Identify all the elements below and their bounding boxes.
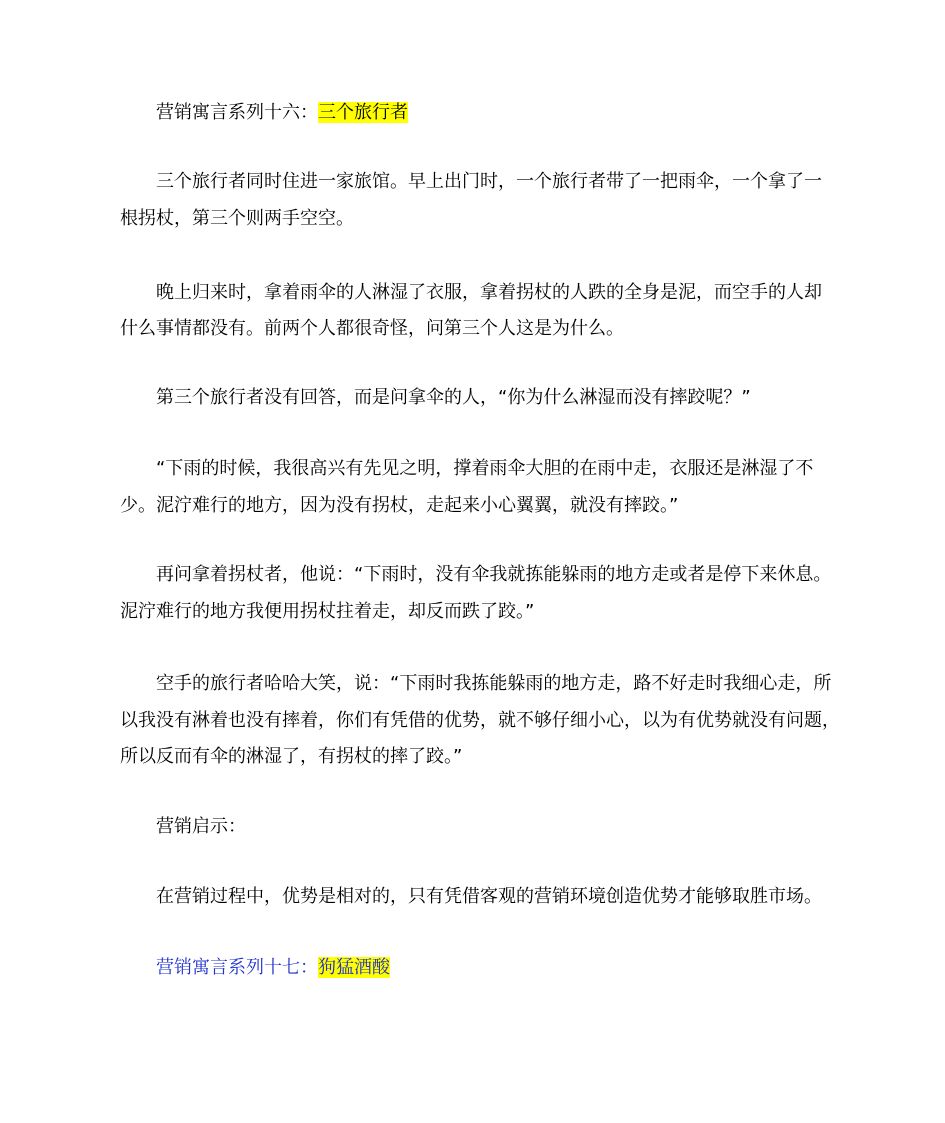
paragraph-line: 第三个旅行者没有回答，而是问拿伞的人，“你为什么淋湿而没有摔跤呢？” [156,387,751,408]
paragraph-line: 根拐杖，第三个则两手空空。 [120,208,354,229]
paragraph-line: 少。泥泞难行的地方，因为没有拐杖，走起来小心翼翼，就没有摔跤。” [120,495,679,516]
paragraph-line: 所以反而有伞的淋湿了，有拐杖的摔了跤。” [120,746,463,767]
paragraph-line: 三个旅行者同时住进一家旅馆。早上出门时，一个旅行者带了一把雨伞，一个拿了一 [156,171,822,192]
paragraph-line: 空手的旅行者哈哈大笑，说：“下雨时我拣能躲雨的地方走，路不好走时我细心走，所 [156,673,832,694]
heading-16 [156,101,876,125]
heading-17-prefix: 营销寓言系列十七： [156,957,318,978]
paragraph-line: 泥泞难行的地方我便用拐杖拄着走，却反而跌了跤。” [120,601,535,622]
heading-17 [156,956,876,980]
heading-17-title: 狗猛酒酸 [318,957,390,978]
paragraph-line: 营销启示： [156,816,246,837]
heading-16-title: 三个旅行者 [318,102,408,123]
heading-16-prefix: 营销寓言系列十六： [156,102,318,123]
paragraph-line: 再问拿着拐杖者，他说：“下雨时，没有伞我就拣能躲雨的地方走或者是停下来休息。 [156,564,832,585]
paragraph-line: 什么事情都没有。前两个人都很奇怪，问第三个人这是为什么。 [120,318,624,339]
paragraph-line: 晚上归来时，拿着雨伞的人淋湿了衣服，拿着拐杖的人跌的全身是泥，而空手的人却 [156,282,822,303]
paragraph-line: 以我没有淋着也没有摔着，你们有凭借的优势，就不够仔细小心，以为有优势就没有问题， [120,710,840,731]
paragraph-line: “下雨的时候，我很高兴有先见之明，撑着雨伞大胆的在雨中走，衣服还是淋湿了不 [156,458,814,479]
paragraph-line: 在营销过程中，优势是相对的，只有凭借客观的营销环境创造优势才能够取胜市场。 [156,886,822,907]
